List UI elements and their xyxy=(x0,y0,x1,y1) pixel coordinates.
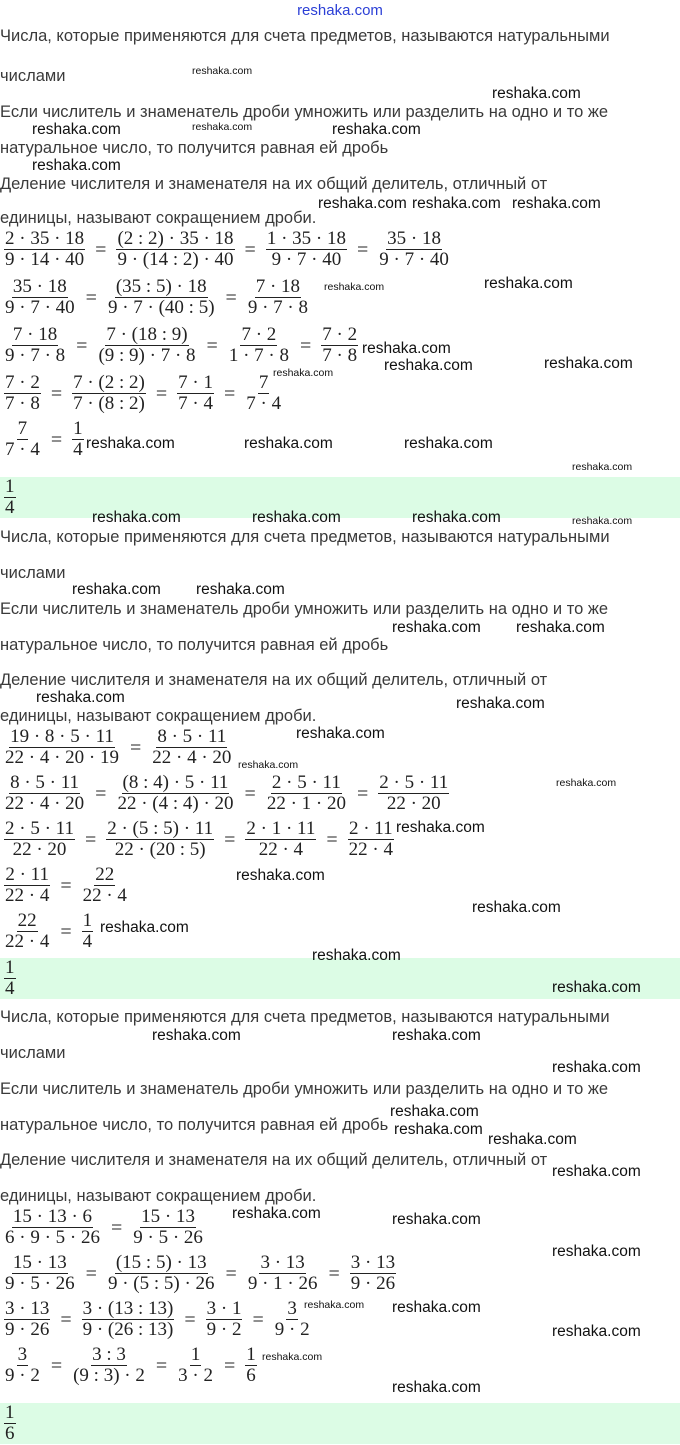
numerator: 2 · 5 · 11 xyxy=(271,772,341,793)
denominator: 9 · (26 : 13) xyxy=(82,1319,174,1340)
denominator: 9 · 7 · 8 xyxy=(5,345,66,366)
watermark: reshaka.com xyxy=(552,1243,641,1260)
numerator: 35 · 18 xyxy=(387,228,441,249)
rule-text: единицы, называют сокращением дроби. xyxy=(0,209,317,227)
watermark: reshaka.com xyxy=(362,340,451,357)
watermark: reshaka.com xyxy=(32,121,121,138)
fraction xyxy=(245,819,316,860)
numerator: 22 xyxy=(17,910,37,931)
fraction xyxy=(97,325,196,366)
watermark: reshaka.com xyxy=(404,435,493,452)
denominator: 3 · 2 xyxy=(178,1365,213,1386)
denominator: 22 · 4 xyxy=(258,839,304,860)
numerator: 7 xyxy=(258,372,269,393)
rule-text: Если числитель и знаменатель дроби умножить или разделить на одно и то же xyxy=(0,600,609,618)
numerator: 3 · 13 xyxy=(5,1298,50,1319)
rule-text: натуральное число, то получится равная ей дробь xyxy=(0,139,389,157)
denominator: 9 · (14 : 2) · 40 xyxy=(117,249,234,270)
watermark: reshaka.com xyxy=(72,581,161,598)
equals-sign: = xyxy=(223,382,236,405)
fraction xyxy=(228,325,290,366)
fraction xyxy=(4,277,76,318)
numerator: 2 · 11 xyxy=(5,864,49,885)
watermark: reshaka.com xyxy=(492,85,581,102)
equals-sign: = xyxy=(50,1354,63,1377)
watermark: reshaka.com xyxy=(232,1205,321,1222)
numerator: 7 · (18 : 9) xyxy=(106,324,188,345)
numerator: 7 · (2 : 2) xyxy=(73,372,145,393)
equation-line xyxy=(2,373,284,414)
numerator: (35 : 5) · 18 xyxy=(115,276,207,297)
denominator: 22 · 1 · 20 xyxy=(266,793,346,814)
fraction xyxy=(4,1207,101,1248)
denominator: (9 : 3) · 2 xyxy=(73,1365,145,1386)
watermark: reshaka.com xyxy=(412,509,501,526)
numerator: 3 xyxy=(287,1298,297,1319)
denominator: 7 · 8 xyxy=(5,393,40,414)
numerator: 7 · 1 xyxy=(178,372,213,393)
denominator: 9 · 7 · (40 : 5) xyxy=(107,297,215,318)
numerator: 19 · 8 · 5 · 11 xyxy=(10,726,114,747)
watermark: reshaka.com xyxy=(396,819,485,836)
fraction xyxy=(4,229,85,270)
denominator: 9 · 1 · 26 xyxy=(247,1273,318,1294)
fraction xyxy=(4,325,66,366)
denominator: 22 · (20 : 5) xyxy=(114,839,206,860)
watermark: reshaka.com xyxy=(472,899,561,916)
watermark: reshaka.com xyxy=(312,947,401,964)
equation-line xyxy=(2,1345,259,1386)
rule-text: натуральное число, то получится равная ей дробь xyxy=(0,636,389,654)
equals-sign: = xyxy=(85,286,97,309)
numerator: 22 xyxy=(95,864,115,885)
fraction xyxy=(106,819,214,860)
denominator: 22 · 20 xyxy=(12,839,67,860)
fraction xyxy=(107,1253,216,1294)
equals-sign: = xyxy=(60,874,72,897)
numerator: 2 · 35 · 18 xyxy=(5,228,85,249)
denominator: 22 · 4 xyxy=(5,931,50,952)
watermark: reshaka.com xyxy=(488,1131,577,1148)
watermark: reshaka.com xyxy=(516,619,605,636)
watermark: reshaka.com xyxy=(273,367,334,379)
numerator: 3 xyxy=(17,1344,28,1365)
numerator: 1 xyxy=(5,476,15,497)
fraction xyxy=(266,773,347,814)
fraction xyxy=(4,1345,41,1386)
fraction xyxy=(177,373,214,414)
equals-sign: = xyxy=(60,920,72,943)
numerator: 2 · 1 · 11 xyxy=(246,818,316,839)
watermark: reshaka.com xyxy=(556,777,617,789)
rule-text: числами xyxy=(0,67,66,85)
numerator: (15 : 5) · 13 xyxy=(115,1252,207,1273)
equals-sign: = xyxy=(244,238,256,261)
equation-line xyxy=(2,911,95,952)
equals-sign: = xyxy=(356,238,369,261)
site-link[interactable]: reshaka.com xyxy=(297,2,383,19)
denominator: 22 · 4 · 20 · 19 xyxy=(5,747,119,768)
equation-line xyxy=(2,325,360,366)
denominator: 1 · 7 · 8 xyxy=(228,345,289,366)
fraction xyxy=(116,773,234,814)
fraction xyxy=(206,1299,243,1340)
equation-line xyxy=(2,819,396,860)
fraction xyxy=(4,773,85,814)
numerator: 7 · 2 xyxy=(5,372,40,393)
equals-sign: = xyxy=(155,1354,168,1377)
numerator: 1 xyxy=(5,957,15,978)
watermark: reshaka.com xyxy=(86,435,175,452)
numerator: 8 · 5 · 11 xyxy=(10,772,80,793)
denominator: 22 · 4 · 20 xyxy=(5,793,85,814)
answer-box xyxy=(0,1403,680,1444)
watermark: reshaka.com xyxy=(552,1059,641,1076)
equals-sign: = xyxy=(252,1308,264,1331)
watermark: reshaka.com xyxy=(392,1211,481,1228)
denominator: 7 · 4 xyxy=(246,393,282,414)
equals-sign: = xyxy=(206,334,218,357)
equals-sign: = xyxy=(184,1308,196,1331)
numerator: (8 : 4) · 5 · 11 xyxy=(122,772,229,793)
numerator: 3 · 1 xyxy=(206,1298,242,1319)
equals-sign: = xyxy=(60,1308,72,1331)
fraction xyxy=(350,1253,396,1294)
denominator: 22 · 20 xyxy=(386,793,441,814)
denominator: 9 · 7 · 40 xyxy=(271,249,342,270)
equals-sign: = xyxy=(224,828,236,851)
numerator: 2 · 11 xyxy=(348,818,393,839)
watermark: reshaka.com xyxy=(192,65,253,77)
rule-text: Числа, которые применяются для счета предметов, называются натуральными xyxy=(0,528,610,546)
equals-sign: = xyxy=(50,382,63,405)
watermark: reshaka.com xyxy=(100,919,189,936)
watermark: reshaka.com xyxy=(392,1027,481,1044)
watermark: reshaka.com xyxy=(484,275,573,292)
denominator: 22 · (4 : 4) · 20 xyxy=(117,793,234,814)
equation-line xyxy=(2,1253,398,1294)
numerator: 3 · (13 : 13) xyxy=(82,1298,174,1319)
answer-fraction xyxy=(4,1403,16,1444)
equals-sign: = xyxy=(225,1262,237,1285)
fraction xyxy=(4,727,120,768)
denominator: 22 · 4 xyxy=(82,885,127,906)
fraction xyxy=(4,819,75,860)
rule-text: натуральное число, то получится равная ей дробь xyxy=(0,1116,389,1134)
fraction xyxy=(378,773,449,814)
denominator: 9 · 14 · 40 xyxy=(5,249,85,270)
denominator: 7 · 4 xyxy=(178,393,213,414)
numerator: 7 · 2 xyxy=(241,324,277,345)
numerator: 7 xyxy=(17,418,28,439)
equals-sign: = xyxy=(129,736,142,759)
denominator: 9 · 7 · 8 xyxy=(247,297,308,318)
denominator: 7 · 4 xyxy=(5,439,40,460)
fraction xyxy=(247,277,309,318)
watermark: reshaka.com xyxy=(192,121,253,133)
numerator: 8 · 5 · 11 xyxy=(157,726,227,747)
fraction xyxy=(321,325,358,366)
numerator: 3 · 13 xyxy=(350,1252,396,1273)
numerator: 1 · 35 · 18 xyxy=(266,228,346,249)
fraction xyxy=(82,1299,175,1340)
numerator: 2 · (5 : 5) · 11 xyxy=(107,818,214,839)
denominator: 9 · (5 : 5) · 26 xyxy=(107,1273,215,1294)
watermark: reshaka.com xyxy=(392,619,481,636)
watermark: reshaka.com xyxy=(238,759,299,771)
denominator: 9 · 2 xyxy=(274,1319,310,1340)
numerator: 3 · 13 xyxy=(260,1252,305,1273)
numerator: 35 · 18 xyxy=(12,276,67,297)
rule-text: числами xyxy=(0,564,66,582)
equals-sign: = xyxy=(95,782,107,805)
numerator: 7 · 2 xyxy=(322,324,358,345)
denominator: 4 xyxy=(5,978,15,999)
numerator: 1 xyxy=(246,1344,256,1365)
numerator: 1 xyxy=(82,910,93,931)
fraction xyxy=(132,1207,204,1248)
equation-line xyxy=(2,419,86,460)
watermark: reshaka.com xyxy=(552,979,641,996)
fraction xyxy=(116,229,234,270)
rule-text: Деление числителя и знаменателя на их общий делитель, отличный от xyxy=(0,671,548,689)
fraction xyxy=(82,911,94,952)
watermark: reshaka.com xyxy=(236,867,325,884)
fraction xyxy=(82,865,128,906)
rule-text: единицы, называют сокращением дроби. xyxy=(0,707,317,725)
fraction xyxy=(177,1345,214,1386)
equals-sign: = xyxy=(76,334,88,357)
numerator: 2 · 5 · 11 xyxy=(5,818,74,839)
watermark: reshaka.com xyxy=(252,509,341,526)
watermark: reshaka.com xyxy=(544,355,633,372)
equals-sign: = xyxy=(50,428,63,451)
fraction xyxy=(4,911,50,952)
fraction xyxy=(4,1253,76,1294)
fraction xyxy=(151,727,232,768)
watermark: reshaka.com xyxy=(196,581,285,598)
watermark: reshaka.com xyxy=(392,1299,481,1316)
rule-text: Числа, которые применяются для счета предметов, называются натуральными xyxy=(0,1008,610,1026)
denominator: 9 · 5 · 26 xyxy=(133,1227,203,1248)
site-link-row xyxy=(0,2,680,19)
watermark: reshaka.com xyxy=(32,157,121,174)
denominator: 22 · 4 xyxy=(5,885,50,906)
fraction xyxy=(72,1345,146,1386)
watermark: reshaka.com xyxy=(394,1121,483,1138)
numerator: 2 · 5 · 11 xyxy=(379,772,449,793)
equals-sign: = xyxy=(110,1216,123,1239)
watermark: reshaka.com xyxy=(152,1027,241,1044)
watermark: reshaka.com xyxy=(552,1163,641,1180)
rule-text: Если числитель и знаменатель дроби умножить или разделить на одно и то же xyxy=(0,103,609,121)
rule-text: Числа, которые применяются для счета предметов, называются натуральными xyxy=(0,27,610,45)
equals-sign: = xyxy=(328,1262,340,1285)
denominator: 22 · 4 · 20 xyxy=(152,747,232,768)
denominator: 9 · 26 xyxy=(350,1273,396,1294)
watermark: reshaka.com xyxy=(572,461,633,473)
denominator: 6 xyxy=(246,1365,256,1386)
numerator: 7 · 18 xyxy=(12,324,58,345)
watermark: reshaka.com xyxy=(262,1351,323,1363)
fraction xyxy=(4,1299,50,1340)
numerator: 3 : 3 xyxy=(92,1344,126,1365)
denominator: 6 xyxy=(5,1423,15,1444)
fraction xyxy=(348,819,394,860)
equation-line xyxy=(2,727,234,768)
equals-sign: = xyxy=(225,286,237,309)
watermark: reshaka.com xyxy=(390,1103,479,1120)
watermark: reshaka.com xyxy=(332,121,421,138)
watermark: reshaka.com xyxy=(412,195,501,212)
denominator: 4 xyxy=(82,931,93,952)
equals-sign: = xyxy=(85,1262,97,1285)
watermark: reshaka.com xyxy=(318,195,407,212)
denominator: 22 · 4 xyxy=(348,839,393,860)
numerator: (2 : 2) · 35 · 18 xyxy=(117,228,234,249)
equals-sign: = xyxy=(223,1354,236,1377)
watermark: reshaka.com xyxy=(244,435,333,452)
watermark: reshaka.com xyxy=(296,725,385,742)
fraction xyxy=(72,419,84,460)
denominator: 4 xyxy=(5,497,15,518)
watermark: reshaka.com xyxy=(512,195,601,212)
fraction xyxy=(107,277,216,318)
denominator: 9 · 26 xyxy=(5,1319,50,1340)
watermark: reshaka.com xyxy=(92,509,181,526)
fraction xyxy=(247,1253,319,1294)
numerator: 15 · 13 · 6 xyxy=(12,1206,93,1227)
rule-text: числами xyxy=(0,1044,66,1062)
watermark: reshaka.com xyxy=(392,1379,481,1396)
equation-line xyxy=(2,1207,206,1248)
equals-sign: = xyxy=(84,828,97,851)
answer-fraction xyxy=(4,958,16,999)
equals-sign: = xyxy=(326,828,338,851)
numerator: 1 xyxy=(5,1402,15,1423)
numerator: 1 xyxy=(190,1344,201,1365)
rule-text: Деление числителя и знаменателя на их общий делитель, отличный от xyxy=(0,1151,548,1169)
watermark: reshaka.com xyxy=(552,1323,641,1340)
fraction xyxy=(266,229,347,270)
fraction xyxy=(378,229,450,270)
watermark: reshaka.com xyxy=(304,1299,365,1311)
equation-line xyxy=(2,865,130,906)
denominator: 9 · 2 xyxy=(206,1319,242,1340)
equals-sign: = xyxy=(95,238,107,261)
denominator: 6 · 9 · 5 · 26 xyxy=(5,1227,100,1248)
denominator: 7 · 8 xyxy=(322,345,358,366)
watermark: reshaka.com xyxy=(384,357,473,374)
numerator: 1 xyxy=(73,418,83,439)
equation-line xyxy=(2,277,311,318)
equation-line xyxy=(2,229,452,270)
watermark: reshaka.com xyxy=(36,689,125,706)
fraction xyxy=(245,373,282,414)
equation-line xyxy=(2,1299,313,1340)
equals-sign: = xyxy=(155,382,168,405)
equation-line xyxy=(2,773,451,814)
answer-fraction xyxy=(4,477,16,518)
watermark: reshaka.com xyxy=(456,695,545,712)
fraction xyxy=(72,373,146,414)
denominator: 4 xyxy=(73,439,83,460)
rule-text: единицы, называют сокращением дроби. xyxy=(0,1187,317,1205)
equals-sign: = xyxy=(299,334,312,357)
rule-text: Если числитель и знаменатель дроби умножить или разделить на одно и то же xyxy=(0,1080,609,1098)
equals-sign: = xyxy=(356,782,369,805)
fraction xyxy=(245,1345,257,1386)
denominator: (9 : 9) · 7 · 8 xyxy=(98,345,196,366)
fraction xyxy=(4,419,41,460)
watermark: reshaka.com xyxy=(572,515,633,527)
denominator: 7 · (8 : 2) xyxy=(73,393,145,414)
watermark: reshaka.com xyxy=(324,281,385,293)
denominator: 9 · 7 · 40 xyxy=(5,297,75,318)
numerator: 15 · 13 xyxy=(141,1206,195,1227)
fraction xyxy=(4,373,41,414)
denominator: 9 · 7 · 40 xyxy=(379,249,449,270)
numerator: 7 · 18 xyxy=(255,276,301,297)
denominator: 9 · 5 · 26 xyxy=(5,1273,75,1294)
rule-text: Деление числителя и знаменателя на их общий делитель, отличный от xyxy=(0,175,548,193)
equals-sign: = xyxy=(244,782,256,805)
numerator: 15 · 13 xyxy=(12,1252,67,1273)
denominator: 9 · 2 xyxy=(5,1365,40,1386)
fraction xyxy=(4,865,50,906)
